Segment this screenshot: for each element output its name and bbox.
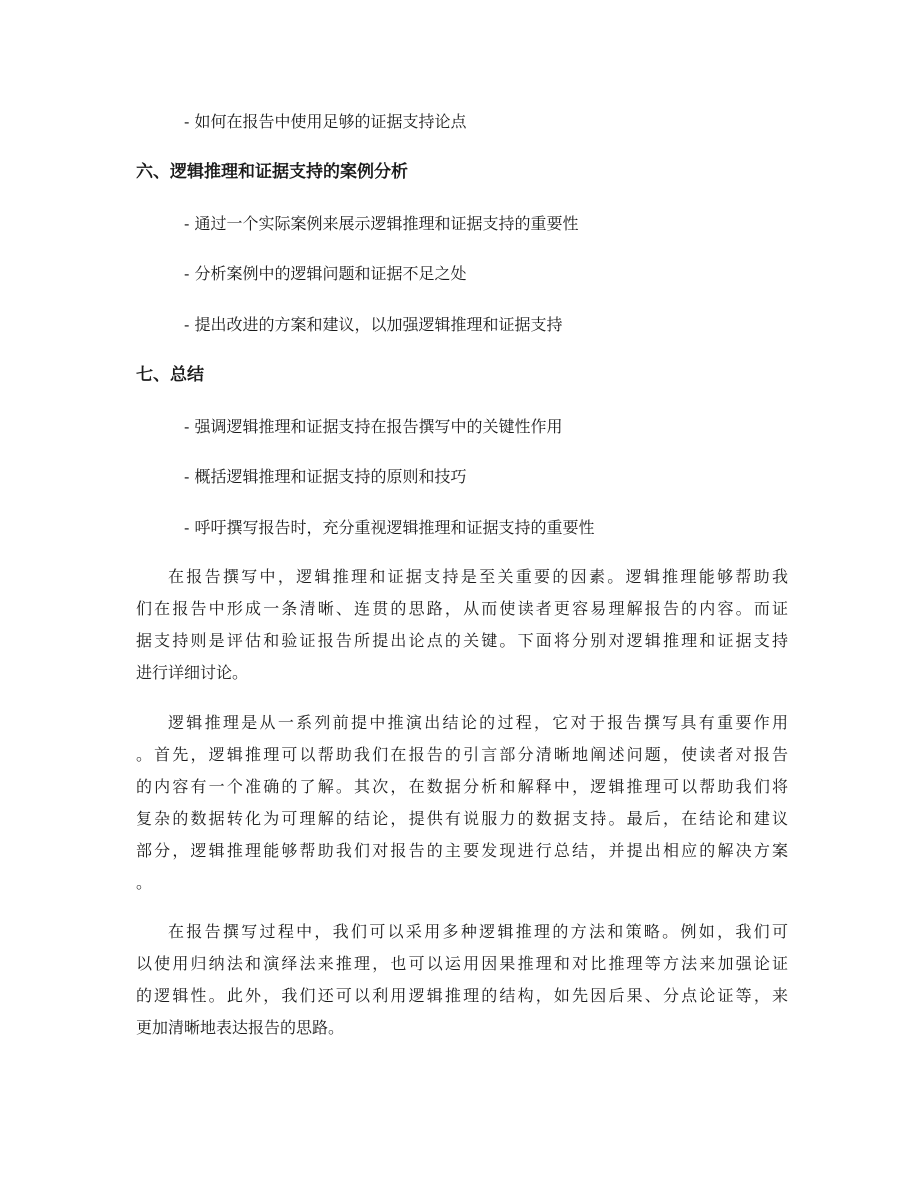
paragraph-line: 更加清晰地表达报告的思路。 (136, 1018, 345, 1037)
paragraph-line: 复杂的数据转化为可理解的结论，提供有说服力的数据支持。最后，在结论和建议 (136, 809, 788, 828)
body-paragraph-2 (136, 707, 788, 899)
paragraph-line: 在报告撰写过程中，我们可以采用多种逻辑推理的方法和策略。例如，我们可 (168, 922, 788, 941)
section-heading-7: 七、总结 (136, 365, 204, 385)
paragraph-line: 在报告撰写中，逻辑推理和证据支持是至关重要的因素。逻辑推理能够帮助我 (168, 567, 788, 586)
body-paragraph-1 (136, 561, 788, 689)
paragraph-line: 的内容有一个准确的了解。其次，在数据分析和解释中，逻辑推理可以帮助我们将 (136, 777, 788, 796)
paragraph-line: 部分，逻辑推理能够帮助我们对报告的主要发现进行总结，并提出相应的解决方案 (136, 841, 788, 860)
body-paragraph-3 (136, 916, 788, 1044)
paragraph-line: 以使用归纳法和演绎法来推理，也可以运用因果推理和对比推理等方法来加强论证 (136, 954, 788, 973)
paragraph-line: 据支持则是评估和验证报告所提出论点的关键。下面将分别对逻辑推理和证据支持 (136, 631, 788, 650)
paragraph-line: 的逻辑性。此外，我们还可以利用逻辑推理的结构，如先因后果、分点论证等，来 (136, 986, 788, 1005)
list-item: - 概括逻辑推理和证据支持的原则和技巧 (184, 467, 467, 486)
list-item: - 呼吁撰写报告时，充分重视逻辑推理和证据支持的重要性 (184, 518, 595, 537)
paragraph-line: 。首先，逻辑推理可以帮助我们在报告的引言部分清晰地阐述问题，使读者对报告 (136, 745, 788, 764)
paragraph-line: 逻辑推理是从一系列前提中推演出结论的过程，它对于报告撰写具有重要作用 (168, 713, 788, 732)
list-item: - 提出改进的方案和建议，以加强逻辑推理和证据支持 (184, 315, 563, 334)
list-item: - 强调逻辑推理和证据支持在报告撰写中的关键性作用 (184, 417, 563, 436)
section-heading-6: 六、逻辑推理和证据支持的案例分析 (136, 162, 408, 182)
list-item: - 分析案例中的逻辑问题和证据不足之处 (184, 264, 467, 283)
list-item: - 通过一个实际案例来展示逻辑推理和证据支持的重要性 (184, 214, 579, 233)
paragraph-line: 们在报告中形成一条清晰、连贯的思路，从而使读者更容易理解报告的内容。而证 (136, 599, 788, 618)
paragraph-line: 进行详细讨论。 (136, 663, 249, 682)
list-item: - 如何在报告中使用足够的证据支持论点 (184, 112, 467, 131)
paragraph-line: 。 (136, 873, 153, 892)
